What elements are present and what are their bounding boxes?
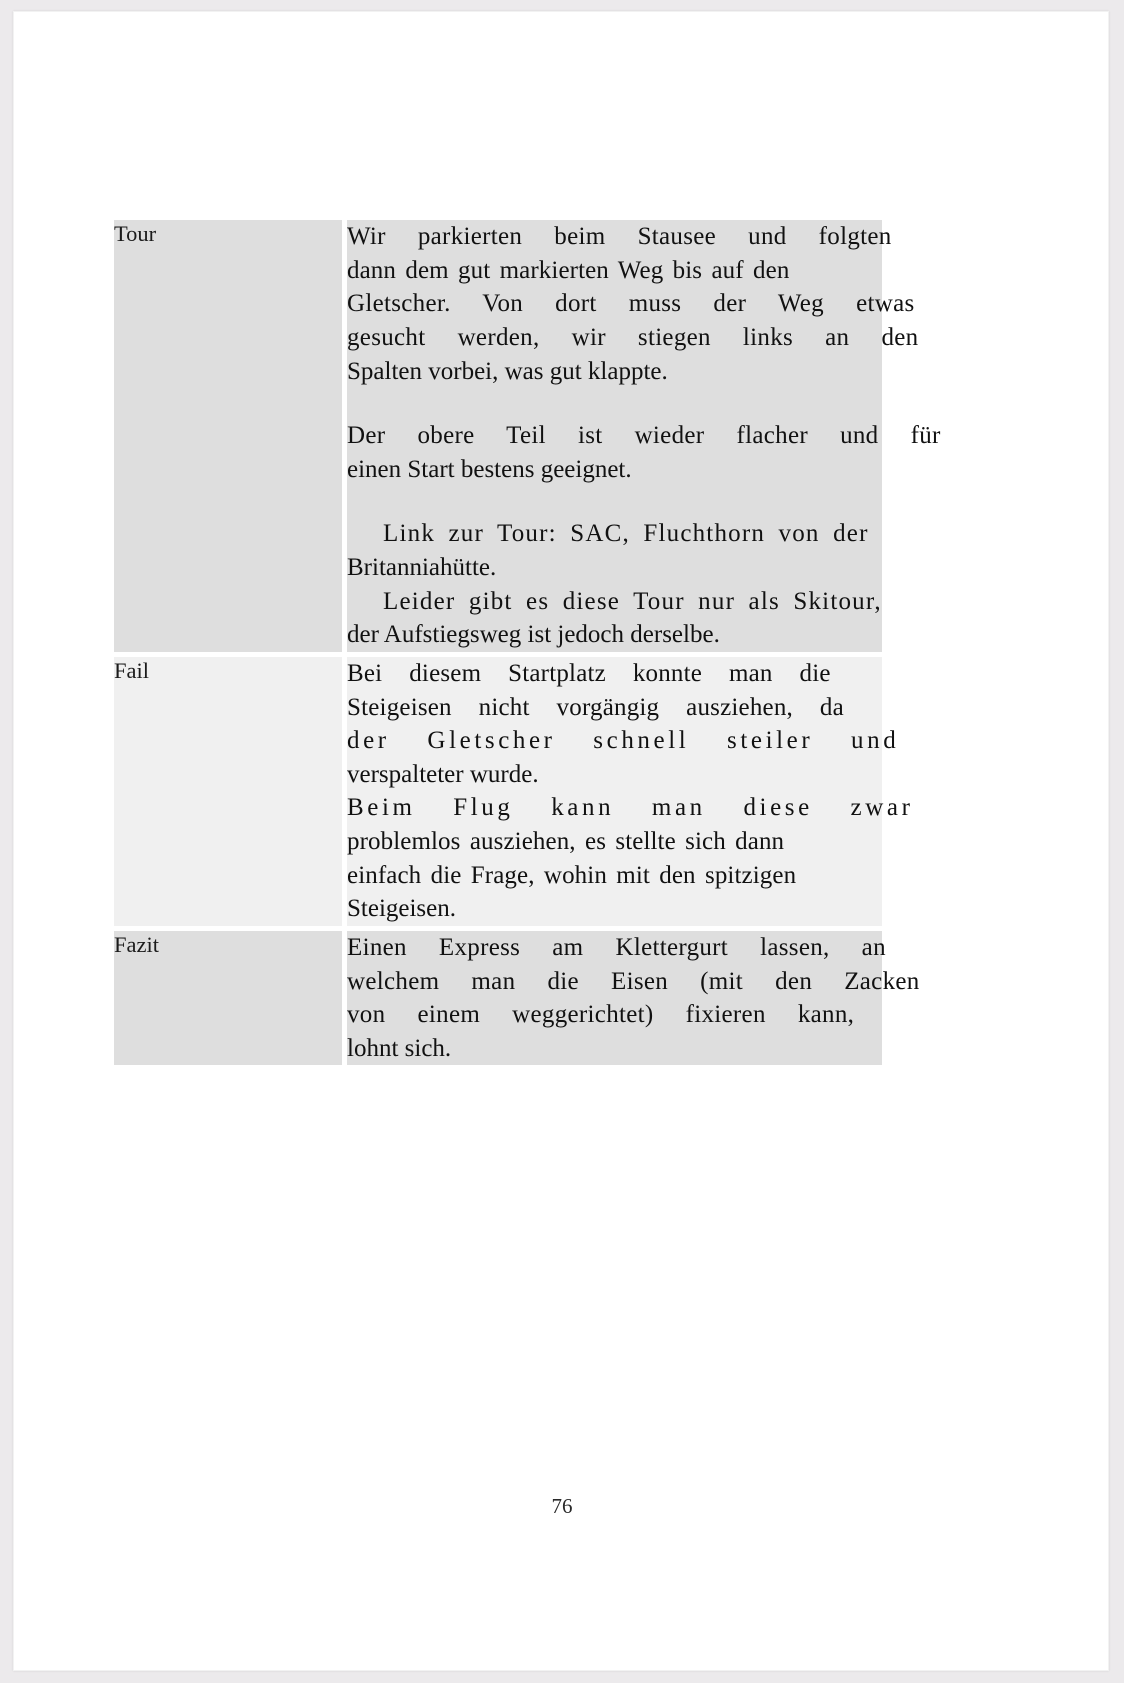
fazit-line-2: welchem man die Eisen (mit den Zacken [347, 967, 920, 995]
row-label-fail-cell [114, 657, 342, 926]
row-label-fazit-cell [114, 931, 342, 1066]
fazit-line-1: Einen Express am Klettergurt lassen, an [347, 933, 886, 961]
tour-p3-line-4: der Aufstiegsweg ist jedoch derselbe. [347, 621, 720, 649]
fail-line-4: verspalteter wurde. [347, 760, 539, 788]
row-label-tour: Tour [114, 221, 157, 246]
tour-p3-line-3: Leider gibt es diese Tour nur als Skitour, [383, 587, 882, 615]
table-row-fail [114, 657, 882, 926]
tour-p2-line-2: einen Start bestens geeignet. [347, 455, 632, 483]
tour-p2-line-1: Der obere Teil ist wieder flacher und für [347, 422, 941, 450]
tour-p3-line-2: Britanniahütte. [347, 554, 497, 581]
fail-line-3: der Gletscher schnell steiler und [347, 727, 900, 755]
fail-line-8: Steigeisen. [347, 895, 457, 923]
tour-paragraph-3 [347, 517, 882, 652]
row-label-tour-cell [114, 220, 342, 652]
document-page [13, 11, 1109, 1671]
fazit-paragraph-1 [347, 931, 920, 1066]
fail-line-2: Steigeisen nicht vorgängig ausziehen, da [347, 693, 844, 721]
fail-paragraph-1 [347, 657, 914, 926]
row-text-fazit-cell [347, 931, 920, 1066]
fail-line-7: einfach die Frage, wohin mit den spitzigen [347, 861, 797, 889]
tour-paragraph-1 [347, 220, 919, 388]
tour-p1-line-2: dann dem gut markierten Weg bis auf den [347, 256, 790, 284]
page-number: 76 [551, 1494, 573, 1518]
row-text-fail-cell [347, 657, 914, 926]
tour-report-table [114, 220, 941, 1065]
table-row-fazit [114, 931, 882, 1066]
table-row-tour [114, 220, 882, 652]
tour-p3-line-1: Link zur Tour: SAC, Fluchthorn von der [383, 520, 869, 548]
tour-paragraph-2 [347, 419, 941, 486]
row-text-tour-cell [347, 220, 941, 652]
fazit-line-3: von einem weggerichtet) fixieren kann, [347, 1001, 855, 1029]
page-content-area [114, 220, 941, 1065]
fazit-line-4: lohnt sich. [347, 1034, 452, 1062]
tour-paragraph-gap-2 [347, 486, 882, 517]
row-label-fail: Fail [114, 657, 150, 683]
tour-p1-line-3: Gletscher. Von dort muss der Weg etwas [347, 290, 915, 318]
fail-line-6: problemlos ausziehen, es stellte sich dann [347, 828, 785, 855]
fail-line-1: Bei diesem Startplatz konnte man die [347, 659, 831, 687]
fail-line-5: Beim Flug kann man diese zwar [347, 794, 914, 822]
tour-p1-line-5: Spalten vorbei, was gut klappte. [347, 357, 668, 385]
row-label-fazit: Fazit [114, 931, 159, 957]
tour-p1-line-4: gesucht werden, wir stiegen links an den [347, 323, 919, 351]
tour-paragraph-gap-1 [347, 388, 882, 419]
tour-p1-line-1: Wir parkierten beim Stausee und folgten [347, 223, 892, 250]
